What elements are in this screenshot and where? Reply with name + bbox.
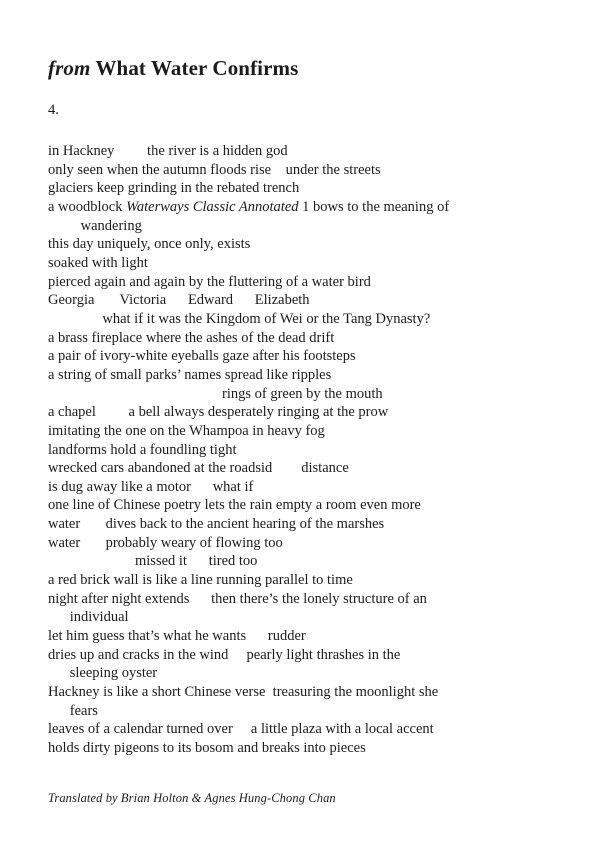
- title-main: What Water Confirms: [95, 56, 299, 81]
- poem-line: dries up and cracks in the wind pearly light thrashes in the: [48, 646, 401, 663]
- poem-line: night after night extends then there’s the lonely structure of an: [48, 590, 427, 607]
- poem-line: wrecked cars abandoned at the roadsid distance: [48, 460, 349, 477]
- poem-line: a string of small parks’ names spread like ripples: [48, 366, 332, 383]
- poem-line: this day uniquely, once only, exists: [48, 236, 251, 253]
- poem-line: missed it tired too: [48, 553, 258, 570]
- poem-line: water probably weary of flowing too: [48, 534, 283, 551]
- poem-line: fears: [48, 702, 98, 719]
- page-title: [48, 56, 298, 81]
- poem-line: glaciers keep grinding in the rebated trench: [48, 180, 300, 197]
- poem-line: rings of green by the mouth: [48, 385, 383, 402]
- poem-line: Hackney is like a short Chinese verse treasuring the moonlight she: [48, 684, 439, 701]
- poem-line: water dives back to the ancient hearing of the marshes: [48, 516, 385, 533]
- poem-line: a brass fireplace where the ashes of the dead drift: [48, 329, 335, 346]
- title-prefix: from: [48, 56, 91, 81]
- poem-line: leaves of a calendar turned over a little plaza with a local accent: [48, 721, 434, 738]
- poem-line: let him guess that’s what he wants rudder: [48, 628, 306, 645]
- section-number: 4.: [48, 102, 59, 118]
- poem-line: is dug away like a motor what if: [48, 478, 254, 495]
- poem-line: individual: [48, 609, 129, 626]
- poem-line: imitating the one on the Whampoa in heavy fog: [48, 422, 325, 439]
- poem-line: holds dirty pigeons to its bosom and breaks into pieces: [48, 740, 366, 756]
- poem-line: only seen when the autumn floods rise under the streets: [48, 161, 381, 178]
- poem-line: a red brick wall is like a line running parallel to time: [48, 572, 353, 589]
- poem-line: landforms hold a foundling tight: [48, 441, 237, 458]
- poem-line: soaked with light: [48, 254, 148, 271]
- poem-line: sleeping oyster: [48, 665, 158, 682]
- poem-line: wandering: [48, 217, 142, 234]
- poem-line: pierced again and again by the fluttering of a water bird: [48, 273, 371, 290]
- poem-line: a chapel a bell always desperately ringing at the prow: [48, 404, 389, 421]
- translator-credit: Translated by Brian Holton & Agnes Hung-Chong Chan: [48, 791, 336, 805]
- poem-line: a woodblock Waterways Classic Annotated 1 bows to the meaning of: [48, 198, 450, 215]
- poem-line: one line of Chinese poetry lets the rain empty a room even more: [48, 497, 421, 514]
- poem-line: a pair of ivory-white eyeballs gaze after his footsteps: [48, 348, 356, 365]
- poem-line: Georgia Victoria Edward Elizabeth: [48, 292, 310, 309]
- poem-line: what if it was the Kingdom of Wei or the Tang Dynasty?: [48, 310, 431, 327]
- poem: [48, 142, 570, 758]
- poem-line: in Hackney the river is a hidden god: [48, 143, 288, 159]
